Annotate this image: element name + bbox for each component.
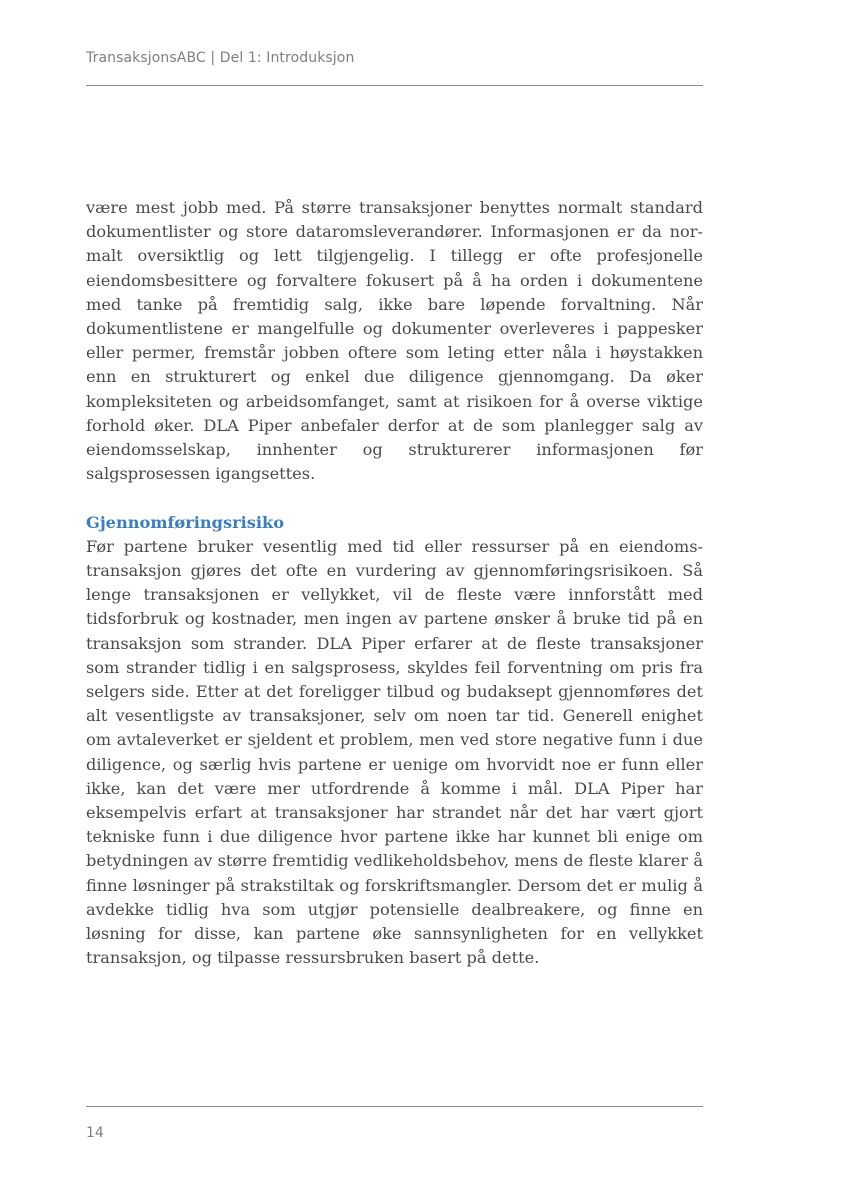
header-divider [86, 85, 703, 86]
running-header: TransaksjonsABC | Del 1: Introduksjon [86, 50, 355, 66]
main-text-column [86, 196, 703, 970]
footer-divider [86, 1106, 703, 1107]
section-heading: Gjennomføringsrisiko [86, 512, 285, 532]
page-number: 14 [86, 1125, 104, 1141]
intro-paragraph: være mest jobb med. På større transaksjoner benyttes normalt standard dokumentlister og store dataromsleverandører. Informasjonen er da normalt oversiktlig og lett tilgjengelig. I tillegg er ofte profesjonelle eiendomsbesittere og forvaltere fokusert på å ha orden i dokumentene med tanke på fremtidig salg, ikke bare løpende forvaltning. Når dokumentlistene er mangelfulle og dokumenter overleveres i pappesker eller permer, fremstår jobben oftere som leting etter nåla i høystakken enn en strukturert og enkel due diligence gjennomgang. Da øker kompleksiteten og arbeidsomfanget, samt at risikoen for å overse viktige forhold øker. DLA Piper anbefaler derfor at de som planlegger salg av eiendomsselskap, innhenter og strukturerer informasjonen før salgsprosessen igangsettes. [86, 198, 703, 484]
section-paragraph: Før partene bruker vesentlig med tid eller ressurser på en eiendomstransaksjon gjøres det ofte en vurdering av gjennomføringsrisikoen. Så lenge transaksjonen er vellykket, vil de fleste være innforstått med tidsforbruk og kostnader, men ingen av partene ønsker å bruke tid på en transaksjon som strander. DLA Piper erfarer at de fleste transaksjoner som strander tidlig i en salgsprosess, skyldes feil forventning om pris fra selgers side. Etter at det foreligger tilbud og budaksept gjennomføres det alt vesentligste av transaksjoner, selv om noen tar tid. Generell enighet om avtaleverket er sjeldent et problem, men ved store negative funn i due diligence, og særlig hvis partene er uenige om hvorvidt noe er funn eller ikke, kan det være mer utfordrende å komme i mål. DLA Piper har eksempelvis erfart at transaksjoner har strandet når det har vært gjort tekniske funn i due diligence hvor partene ikke har kunnet bli enige om betydningen av større fremtidig vedlikeholdsbehov, mens de fleste klarer å finne løsninger på strakstiltak og forskriftsmangler. Dersom det er mulig å avdekke tidlig hva som utgjør potensielle dealbreakere, og finne en løsning for disse, kan partene øke sannsynligheten for en vellykket transaksjon, og tilpasse ressursbruken basert på dette. [86, 536, 703, 968]
